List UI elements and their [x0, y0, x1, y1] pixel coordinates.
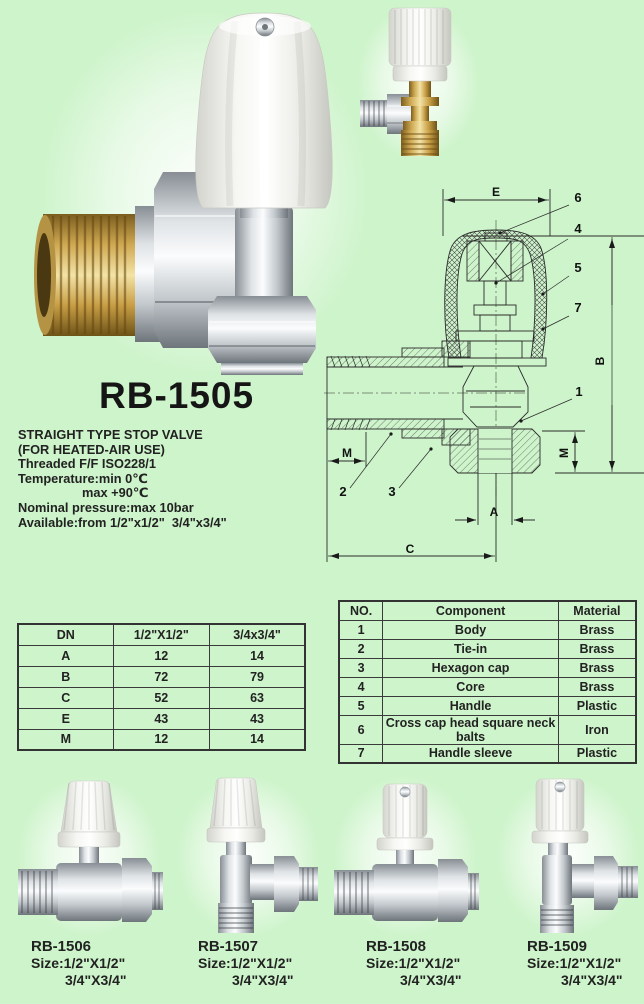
comp-cell: Plastic: [558, 696, 636, 715]
table-row: [339, 744, 636, 763]
dim-label-e: E: [491, 185, 501, 199]
valve-body: [542, 855, 572, 905]
dn-cell: 52: [113, 687, 210, 708]
comp-cell: Brass: [558, 658, 636, 677]
product-size: 3/4"X3/4": [232, 971, 294, 988]
dn-header: 1/2"X1/2": [113, 624, 210, 645]
dim-label-c: C: [405, 542, 415, 556]
handle-section: [445, 230, 547, 358]
dn-cell: 43: [210, 708, 305, 729]
valve-body: [56, 863, 122, 921]
dn-cell: B: [18, 666, 113, 687]
comp-cell: Brass: [558, 639, 636, 658]
spec-line: Nominal pressure:max 10bar: [18, 499, 194, 515]
union-nut: [122, 858, 152, 922]
part-label-5: 5: [574, 260, 582, 275]
part-label-2: 2: [339, 484, 347, 499]
union-nut-section: [402, 429, 444, 438]
table-row: [18, 645, 305, 666]
table-row: [18, 666, 305, 687]
comp-cell: 2: [339, 639, 383, 658]
comp-cell: Body: [383, 620, 559, 639]
hexagon-cap-section: [442, 341, 470, 357]
comp-cell: Handle: [383, 696, 559, 715]
product-size: Size:1/2"X1/2": [366, 955, 461, 971]
dn-cell: C: [18, 687, 113, 708]
table-row: [339, 677, 636, 696]
white-cap: [389, 8, 451, 81]
table-row: [18, 729, 305, 750]
cutaway-photo: [356, 2, 486, 164]
product-code: RB-1507: [198, 938, 259, 955]
dn-cell: 12: [113, 645, 210, 666]
table-row: [339, 715, 636, 744]
dn-cell: M: [18, 729, 113, 750]
page-title: RB-1505: [99, 375, 255, 416]
table-row: [18, 708, 305, 729]
dim-label-m-left: M: [342, 446, 352, 460]
comp-cell: 6: [339, 715, 383, 744]
table-row: [339, 658, 636, 677]
comp-cell: 1: [339, 620, 383, 639]
product-code: RB-1506: [31, 938, 92, 955]
table-row: [339, 696, 636, 715]
product-size: Size:1/2"X1/2": [198, 955, 293, 971]
product-size: Size:1/2"X1/2": [527, 955, 622, 971]
union-nut: [274, 856, 299, 912]
part-label-7: 7: [574, 300, 582, 315]
technical-diagram: [322, 165, 644, 577]
comp-cell: Iron: [558, 715, 636, 744]
dim-label-a: A: [489, 505, 499, 519]
dim-label-m-right: M: [557, 448, 571, 458]
comp-cell: Plastic: [558, 744, 636, 763]
brass-thread: [34, 214, 139, 336]
comp-cell: 5: [339, 696, 383, 715]
dn-cell: 12: [113, 729, 210, 750]
union-nut: [594, 856, 618, 910]
comp-cell: Tie-in: [383, 639, 559, 658]
dn-cell: 79: [210, 666, 305, 687]
bottom-outlet-hex: [208, 296, 316, 375]
thread-end: [540, 905, 574, 933]
union-nut: [438, 859, 468, 922]
product-size: 3/4"X3/4": [65, 971, 127, 988]
comp-header: NO.: [339, 601, 383, 620]
part-label-4: 4: [574, 221, 582, 236]
dn-cell: 14: [210, 645, 305, 666]
comp-cell: 3: [339, 658, 383, 677]
product-caption-rb-1508: [366, 938, 462, 988]
dim-label-b: B: [593, 356, 607, 366]
dn-cell: 43: [113, 708, 210, 729]
main-product-photo: [25, 2, 365, 380]
union-nut-section: [402, 348, 444, 357]
knob-screw: [400, 787, 410, 797]
comp-cell: Core: [383, 677, 559, 696]
dimension-table: [17, 623, 306, 751]
product-code: RB-1508: [366, 938, 427, 955]
spec-line: Available:from 1/2"x1/2" 3/4"x3/4": [18, 514, 227, 530]
table-row: [339, 620, 636, 639]
dn-cell: 14: [210, 729, 305, 750]
white-handle: [196, 13, 333, 208]
valve-body: [220, 855, 252, 905]
dn-cell: E: [18, 708, 113, 729]
dn-cell: 72: [113, 666, 210, 687]
dn-cell: A: [18, 645, 113, 666]
product-caption-rb-1507: [198, 938, 294, 988]
spec-block: [18, 428, 227, 530]
product-code: RB-1509: [527, 938, 588, 955]
product-photo-rb-1509: [490, 772, 640, 940]
product-photo-rb-1508: [330, 772, 480, 940]
part-label-6: 6: [574, 190, 582, 205]
spec-line: Temperature:min 0℃: [18, 470, 148, 486]
comp-cell: 7: [339, 744, 383, 763]
product-photo-rb-1507: [170, 772, 320, 940]
valve-body: [372, 864, 438, 921]
comp-cell: 4: [339, 677, 383, 696]
component-table: [338, 600, 637, 764]
part-label-3: 3: [388, 484, 396, 499]
comp-cell: Handle sleeve: [383, 744, 559, 763]
core-section: [456, 233, 534, 358]
part-label-1: 1: [575, 384, 583, 399]
comp-cell: Cross cap head square neck balts: [383, 715, 559, 744]
comp-header: Component: [383, 601, 559, 620]
dn-cell: 63: [210, 687, 305, 708]
spec-line: max +90℃: [82, 485, 149, 501]
table-row: [339, 639, 636, 658]
spec-line: Threaded F/F ISO228/1: [18, 456, 156, 472]
comp-header: Material: [558, 601, 636, 620]
product-size: 3/4"X3/4": [400, 971, 462, 988]
table-row: [18, 687, 305, 708]
dn-header: 3/4x3/4": [210, 624, 305, 645]
comp-cell: Brass: [558, 677, 636, 696]
spec-line: STRAIGHT TYPE STOP VALVE: [18, 427, 203, 442]
dn-header: DN: [18, 624, 113, 645]
product-caption-rb-1506: [31, 938, 127, 988]
knob-screw: [555, 782, 565, 792]
product-photo-rb-1506: [14, 772, 164, 940]
product-size: Size:1/2"X1/2": [31, 955, 126, 971]
product-size: 3/4"X3/4": [561, 971, 623, 988]
spec-line: (FOR HEATED-AIR USE): [18, 441, 165, 457]
comp-cell: Brass: [558, 620, 636, 639]
product-caption-rb-1509: [527, 938, 623, 988]
comp-cell: Hexagon cap: [383, 658, 559, 677]
